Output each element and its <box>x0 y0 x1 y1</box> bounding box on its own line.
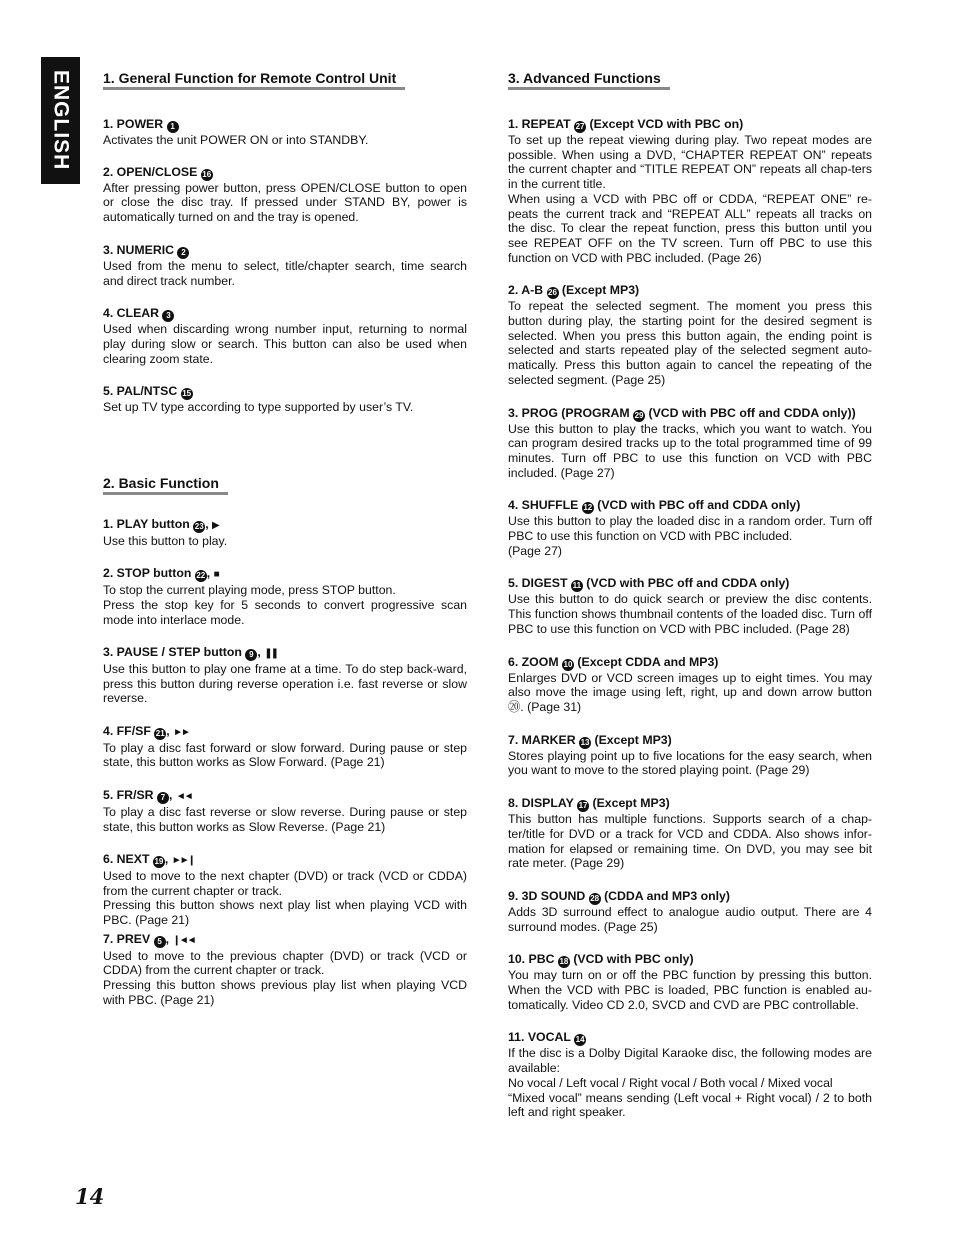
description-line: Press the stop key for 5 seconds to convert progressive scan mode into interlace mode. <box>103 597 467 627</box>
description-line: Used to move to the next chapter (DVD) or track (VCD or CDDA) from the current chapter or track. <box>103 868 467 898</box>
description-line: “Mixed vocal” means sending (Left vocal + Right vocal) / 2 to both left and right speaker. <box>508 1090 872 1120</box>
key-number-badge: 10 <box>563 659 573 669</box>
description-line: To play a disc fast reverse or slow reverse. During pause or step state, this button works as Slow Reverse. (Page 21) <box>103 804 467 834</box>
right-column <box>508 70 872 1120</box>
item-label: 10. PBC <box>508 952 555 967</box>
item-numeric <box>103 243 467 288</box>
item-description <box>508 968 872 1012</box>
item-description <box>103 583 467 627</box>
item-description <box>508 749 872 778</box>
key-number-badge: 5 <box>154 936 166 948</box>
item-description <box>103 534 467 549</box>
item-heading <box>508 655 872 671</box>
item-description <box>103 322 467 366</box>
item-description <box>103 805 467 834</box>
description-line: Use this button to play one frame at a time. To do step back-ward, press this button during reverse operation i.e. fast reverse or slow reverse. <box>103 661 467 706</box>
item-heading <box>508 576 872 592</box>
key-number-badge: 16 <box>202 169 212 179</box>
key-number-badge: 23 <box>194 522 204 532</box>
item-condition: (Except MP3) <box>561 283 640 298</box>
description-line: You may turn on or off the PBC function by pressing this button. When the VCD with PBC is loaded, PBC function is enabled au-tomatically. Video CD 2.0, SVCD and CVD are PBC controllable. <box>508 968 872 1012</box>
key-number-badge: 3 <box>162 310 174 322</box>
item-label: 2. STOP button <box>103 566 192 581</box>
item-ff-sf <box>103 724 467 770</box>
item-description <box>103 259 467 288</box>
item-label: 2. OPEN/CLOSE <box>103 164 198 179</box>
item-label: 8. DISPLAY <box>508 796 574 811</box>
item-condition: (Except CDDA and MP3) <box>577 654 719 669</box>
item-condition: (VCD with PBC off and CDDA only) <box>586 576 790 591</box>
item-pbc <box>508 952 872 1012</box>
item-condition: (CDDA and MP3 only) <box>604 888 730 903</box>
description-line: To repeat the selected segment. The moment you press this button during play, the starting point for the desired segment is selected. When you press this button again, the ending point is selected and starts repeated play of the selected segment auto-matically. Press this button again to cancel the repeating of the selected segment. (Page 25) <box>508 299 872 387</box>
item-heading: 3. PAUSE / STEP button 9 , ❚❚ <box>103 645 277 660</box>
item-heading: 1. PLAY button 23 , ▶ <box>103 517 218 532</box>
item-next <box>103 852 467 928</box>
item-label: 7. PREV <box>103 931 151 946</box>
language-tab <box>41 57 80 184</box>
item-heading <box>103 306 467 322</box>
item-label: 3. PAUSE / STEP button <box>103 645 242 660</box>
description-line: Used when discarding wrong number input, returning to normal play during slow or search. This button can also be used when clearing zoom state. <box>103 322 467 366</box>
item-heading: 5. FR/SR 7 , ◄◄ <box>103 788 192 803</box>
item-description <box>508 905 872 934</box>
item-heading <box>508 796 872 812</box>
item-pause-step <box>103 645 467 706</box>
item-heading: 6. NEXT 19 , ►►❙ <box>103 852 194 867</box>
item-play <box>103 517 467 548</box>
description-line: When using a VCD with PBC off or CDDA, “REPEAT ONE” re-peats the current track and “REPEAT ALL” repeats all tracks on the disc. To clear the repeat function, press this button until you see REPEAT OFF on the TV screen. Turn off PBC to use this function on VCD with PBC included. (Page 26) <box>508 191 872 265</box>
skip-next-icon: ►►❙ <box>171 855 194 867</box>
description-line: Pressing this button shows next play list when playing VCD with PBC. (Page 21) <box>103 898 467 928</box>
item-description <box>103 741 467 770</box>
description-line: To set up the repeat viewing during play. Two repeat modes are possible. When using a DVD, “CHAPTER REPEAT ON” repeats the current chapter and “TITLE REPEAT ON” repeats all chap-ters in the current title. <box>508 133 872 192</box>
item-description <box>508 514 872 558</box>
section-title-general: 1. General Function for Remote Control Unit <box>103 70 405 90</box>
description-line: Activates the unit POWER ON or into STANDBY. <box>103 133 369 147</box>
item-heading <box>508 1030 872 1046</box>
key-number-badge: 15 <box>182 389 192 399</box>
item-heading <box>508 733 872 749</box>
item-label: 3. NUMERIC <box>103 242 175 257</box>
key-number-badge: 13 <box>580 737 590 747</box>
item-label: 7. MARKER <box>508 732 576 747</box>
description-line: After pressing power button, press OPEN/CLOSE button to open or close the disc tray. If pressed under STAND BY, power is automatically turned on and the tray is opened. <box>103 180 467 225</box>
item-3d-sound <box>508 889 872 934</box>
key-number-badge: 12 <box>583 503 593 513</box>
item-label: 9. 3D SOUND <box>508 888 586 903</box>
item-label: 6. NEXT <box>103 852 150 867</box>
item-prog <box>508 406 872 481</box>
description-line: This button has multiple functions. Supports search of a chap-ter/title for DVD or a track for VCD and CDDA. Also shows infor-mation for elapsed or remaining time. On DVD, you may see bit rate meter. (Page 29) <box>508 812 872 871</box>
key-number-badge: 1 <box>167 121 179 133</box>
item-heading <box>508 117 872 133</box>
item-heading <box>508 889 872 905</box>
key-number-badge: 17 <box>578 801 588 811</box>
item-label: 4. SHUFFLE <box>508 498 579 513</box>
item-label: 1. REPEAT <box>508 117 571 131</box>
section-title-basic: 2. Basic Function <box>103 475 228 495</box>
item-condition: (VCD with PBC off and CDDA only) <box>597 498 801 513</box>
item-condition: (Except MP3) <box>594 732 672 747</box>
item-label: 11. VOCAL <box>508 1030 571 1045</box>
key-number-badge: 27 <box>575 122 585 131</box>
key-number-badge: 21 <box>155 729 165 739</box>
item-heading: 2. STOP button 22 , ■ <box>103 566 218 581</box>
item-description <box>508 133 872 265</box>
key-number-badge: 29 <box>634 410 644 420</box>
description-line: Use this button to do quick search or preview the disc contents. This function shows thumbnail contents of the loaded disc. Turn off PBC to use this function on VCD with PBC included. (Page 28) <box>508 592 872 636</box>
key-number-badge: 28 <box>590 893 600 903</box>
item-label: 1. POWER <box>103 117 164 131</box>
item-description <box>508 592 872 636</box>
key-number-badge: 7 <box>157 792 169 804</box>
item-description <box>103 869 467 928</box>
item-fr-sr <box>103 788 467 834</box>
item-stop <box>103 566 467 627</box>
item-pal-ntsc <box>103 384 467 415</box>
item-condition: (VCD with PBC only) <box>573 952 694 967</box>
description-line: Use this button to play. <box>103 533 228 548</box>
item-repeat <box>508 117 872 265</box>
item-label: 4. CLEAR <box>103 306 160 321</box>
item-a-b <box>508 283 872 387</box>
item-label: 6. ZOOM <box>508 654 559 669</box>
play-icon: ▶ <box>212 520 218 532</box>
item-condition: (Except VCD with PBC on) <box>589 117 744 131</box>
item-description <box>508 1046 872 1120</box>
key-number-badge: 22 <box>196 571 206 581</box>
item-heading <box>103 384 467 400</box>
section-title-advanced: 3. Advanced Functions <box>508 70 670 90</box>
item-label: 3. PROG (PROGRAM <box>508 405 630 420</box>
item-shuffle <box>508 498 872 558</box>
description-line: (Page 27) <box>508 543 563 558</box>
key-number-badge: 19 <box>154 857 164 867</box>
item-heading <box>508 406 872 422</box>
item-vocal <box>508 1030 872 1120</box>
item-description <box>103 181 467 225</box>
stop-icon: ■ <box>213 569 218 581</box>
item-label: 5. DIGEST <box>508 576 568 591</box>
item-label: 4. FF/SF <box>103 724 151 739</box>
key-number-badge: 26 <box>548 288 557 298</box>
fast-reverse-icon: ◄◄ <box>175 791 192 803</box>
item-heading: 7. PREV 5 , ❙◄◄ <box>103 931 195 946</box>
item-power <box>103 117 467 148</box>
item-label: 5. FR/SR <box>103 788 154 803</box>
item-zoom <box>508 655 872 715</box>
item-condition: (VCD with PBC off and CDDA only)) <box>648 405 856 420</box>
key-number-badge: 18 <box>559 957 569 967</box>
key-number-badge: 14 <box>575 1035 585 1045</box>
item-heading <box>103 165 467 181</box>
description-line: Stores playing point up to five locations for the easy search, when you want to move to the stored playing point. (Page 29) <box>508 748 872 778</box>
item-condition: (Except MP3) <box>592 796 670 811</box>
key-number-badge: 2 <box>177 247 189 259</box>
key-number-badge: 11 <box>572 581 582 591</box>
description-line: To play a disc fast forward or slow forward. During pause or step state, this button works as Slow Forward. (Page 21) <box>103 740 467 770</box>
item-description <box>103 949 467 1008</box>
item-description <box>508 812 872 871</box>
item-label: 5. PAL/NTSC <box>103 384 178 399</box>
description-line: If the disc is a Dolby Digital Karaoke disc, the following modes are available: <box>508 1046 872 1076</box>
description-line: Pressing this button shows previous play list when playing VCD with PBC. (Page 21) <box>103 977 467 1007</box>
description-line: Adds 3D surround effect to analogue audio output. There are 4 surround modes. (Page 25) <box>508 904 872 934</box>
item-open-close <box>103 165 467 225</box>
pause-icon: ❚❚ <box>264 648 277 660</box>
description-line: Use this button to play the loaded disc in a random order. Turn off PBC to use this function on VCD with PBC included. <box>508 514 872 544</box>
general-items <box>103 117 467 415</box>
item-marker <box>508 733 872 778</box>
item-clear <box>103 306 467 366</box>
item-description <box>508 422 872 481</box>
description-line: Enlarges DVD or VCD screen images up to eight times. You may also move the image using left, right, up and down arrow button ⑳. (Page 31) <box>508 670 872 714</box>
item-description <box>103 662 467 706</box>
item-description <box>508 299 872 387</box>
description-line: Used to move to the previous chapter (DVD) or track (VCD or CDDA) from the current chapter or track. <box>103 948 467 978</box>
description-line: Used from the menu to select, title/chapter search, time search and direct track number. <box>103 258 467 288</box>
item-heading <box>508 952 872 968</box>
left-column <box>103 70 467 1007</box>
item-heading <box>508 498 872 514</box>
language-tab-label: ENGLISH <box>49 70 73 171</box>
skip-previous-icon: ❙◄◄ <box>172 934 195 946</box>
item-display <box>508 796 872 871</box>
item-heading: 4. FF/SF 21 , ►► <box>103 724 189 739</box>
general-functions-section <box>103 70 467 415</box>
description-line: Use this button to play the tracks, which you want to watch. You can program desired tracks up to the total programmed time of 99 minutes. Turn off PBC to use this function on VCD with PBC included. (Page 27) <box>508 421 872 480</box>
item-description <box>508 671 872 715</box>
item-label: 2. A-B <box>508 283 544 298</box>
item-heading <box>103 243 467 259</box>
item-description <box>103 400 467 415</box>
page-number: 14 <box>75 1184 105 1209</box>
item-heading <box>508 283 872 299</box>
basic-function-section <box>103 475 467 1007</box>
fast-forward-icon: ►► <box>173 727 189 739</box>
item-heading <box>103 117 467 133</box>
item-description <box>103 133 467 148</box>
description-line: To stop the current playing mode, press STOP button. <box>103 583 396 598</box>
item-digest <box>508 576 872 636</box>
description-line: Set up TV type according to type supported by user’s TV. <box>103 400 414 415</box>
description-line: No vocal / Left vocal / Right vocal / Both vocal / Mixed vocal <box>508 1075 833 1090</box>
item-label: 1. PLAY button <box>103 517 190 532</box>
item-prev <box>103 932 467 1008</box>
key-number-badge: 9 <box>245 649 257 661</box>
